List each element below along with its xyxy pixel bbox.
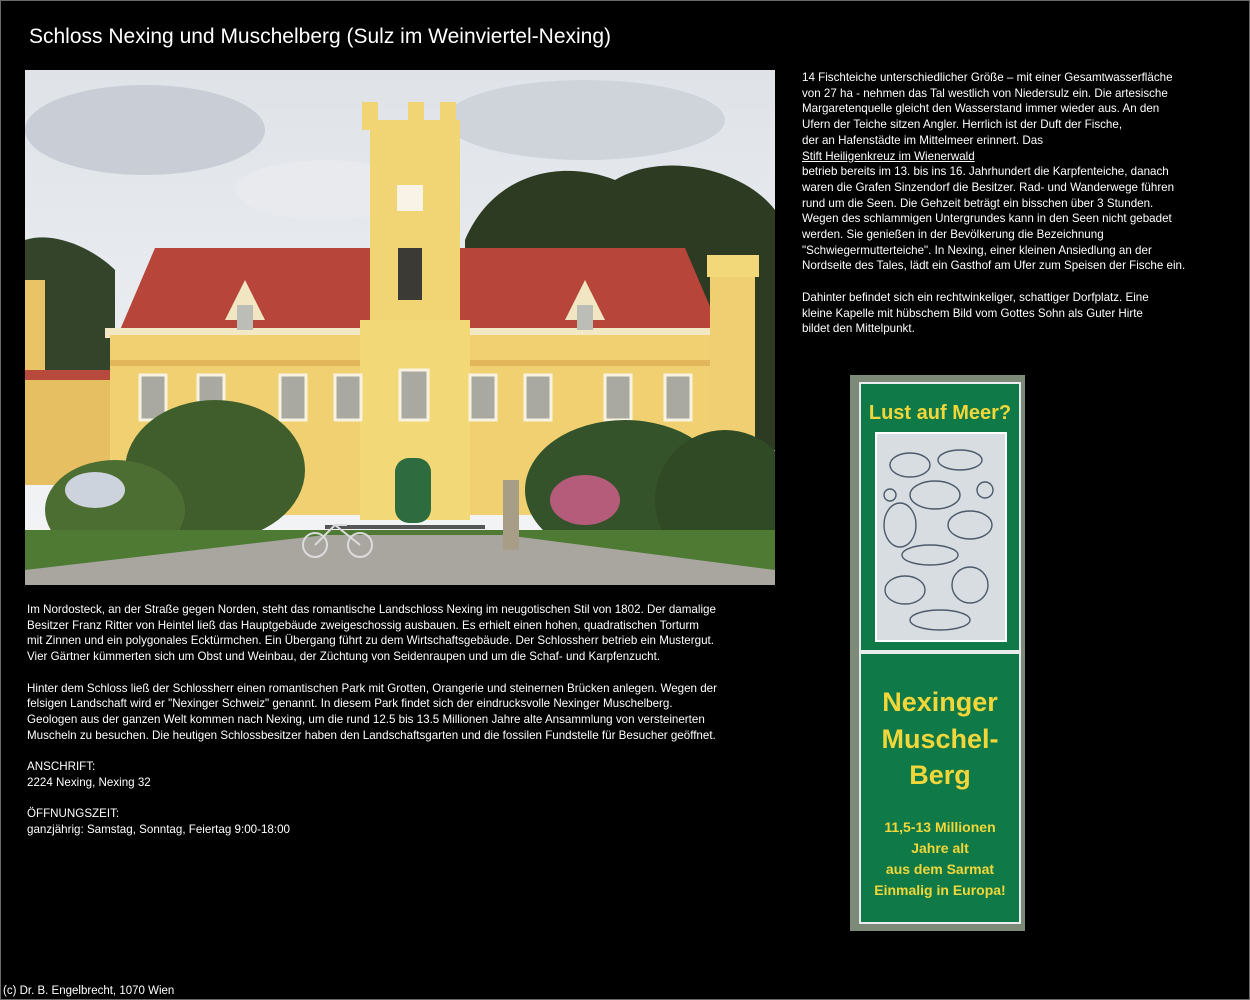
sign-name-line: Nexinger <box>882 687 998 717</box>
text-line: der an Hafenstädte im Mittelmeer erinnert. Das <box>802 133 1043 147</box>
text-line: betrieb bereits im 13. bis ins 16. Jahrhundert die Karpfenteiche, danach <box>802 165 1169 179</box>
text-line: Ufern der Teiche sitzen Angler. Herrlich ist der Duft der Fische, <box>802 118 1123 132</box>
text-line: Muscheln zu besuchen. Die heutigen Schlossbesitzer haben den Landschaftsgarten und die fossilen Fundstelle für Besucher geöffnet. <box>27 728 716 742</box>
sign-info-line: aus dem Sarmat <box>885 861 995 877</box>
sign-name-line: Muschel- <box>881 724 999 754</box>
address-label: ANSCHRIFT: <box>27 760 96 773</box>
text-line: rund um die Seen. Die Gehzeit beträgt ein bisschen über 3 Stunden. <box>802 196 1154 210</box>
sign-top-heading: Lust auf Meer? <box>868 402 1012 424</box>
text-line: Dahinter befindet sich ein rechtwinkeliger, schattiger Dorfplatz. Eine <box>802 290 1149 304</box>
sign-info-line: 11,5-13 Millionen <box>884 819 996 835</box>
castle-photo <box>25 70 775 585</box>
text-line: 14 Fischteiche unterschiedlicher Größe – mit einer Gesamtwasserfläche <box>802 71 1173 84</box>
stift-heiligenkreuz-link[interactable]: Stift Heiligenkreuz im Wienerwald <box>802 149 975 163</box>
text-line: kleine Kapelle mit hübschem Bild vom Gottes Sohn als Guter Hirte <box>802 306 1143 320</box>
text-line: von 27 ha - nehmen das Tal westlich von Niedersulz ein. Die artesische <box>802 86 1168 100</box>
text-line: Nordseite des Tales, lädt ein Gasthof am Ufer zum Speisen der Fische ein. <box>802 259 1186 273</box>
text-line: felsigen Landschaft wird er "Nexinger Schweiz" genannt. In diesem Park findet sich der eindrucksvolle Nexinger Muschelberg. <box>27 697 673 711</box>
muschelberg-sign-photo <box>850 375 1025 931</box>
text-line: Geologen aus der ganzen Welt kommen nach Nexing, um die rund 12.5 bis 13.5 Millionen Jahre alte Ansammlung von versteinerten <box>27 712 705 726</box>
text-line: waren die Grafen Sinzendorf die Besitzer. Rad- und Wanderwege führen <box>802 180 1175 194</box>
page-title: Schloss Nexing und Muschelberg (Sulz im Weinviertel-Nexing) <box>29 25 612 48</box>
text-line: Im Nordosteck, an der Straße gegen Norden, steht das romantische Landschloss Nexing im neugotischen Stil von 1802. Der damalige <box>27 603 716 616</box>
left-text-block <box>27 602 717 838</box>
address-value: 2224 Nexing, Nexing 32 <box>27 775 151 789</box>
hours-label: ÖFFNUNGSZEIT: <box>27 807 120 821</box>
sign-info-line: Jahre alt <box>911 840 969 856</box>
text-line: Hinter dem Schloss ließ der Schlossherr einen romantischen Park mit Grotten, Orangerie und steinernen Brücken anlegen. Wegen der <box>27 681 717 695</box>
copyright-footer: (c) Dr. B. Engelbrecht, 1070 Wien <box>3 985 175 997</box>
text-line: Vier Gärtner kümmerten sich um Obst und Weinbau, der Züchtung von Seidenraupen und um die Schaf- und Karpfenzucht. <box>27 650 661 664</box>
text-line: werden. Sie genießen in der Bevölkerung die Bezeichnung <box>802 228 1104 242</box>
text-line: Wegen des schlammigen Untergrundes kann in den Seen nicht gebadet <box>802 212 1172 226</box>
text-line: bildet den Mittelpunkt. <box>802 322 915 336</box>
sign-name-line: Berg <box>909 760 971 790</box>
text-line: mit Zinnen und ein polygonales Ecktürmchen. Ein Übergang führt zu dem Wirtschaftsgebäude. Der Schlossherr betrieb ein Mustergut. <box>27 634 714 648</box>
text-line: Besitzer Franz Ritter von Heintel ließ das Hauptgebäude zweigeschossig ausbauen. Es erhielt einen hohen, quadratischen Torturm <box>27 618 699 632</box>
hours-value: ganzjährig: Samstag, Sonntag, Feiertag 9:00-18:00 <box>27 822 290 836</box>
right-text-block <box>802 70 1185 337</box>
text-line: Margaretenquelle gleicht den Wasserstand immer wieder aus. An den <box>802 102 1160 116</box>
sign-info-line: Einmalig in Europa! <box>874 882 1006 898</box>
text-line: "Schwiegermutterteiche". In Nexing, einer kleinen Ansiedlung an der <box>802 243 1152 257</box>
